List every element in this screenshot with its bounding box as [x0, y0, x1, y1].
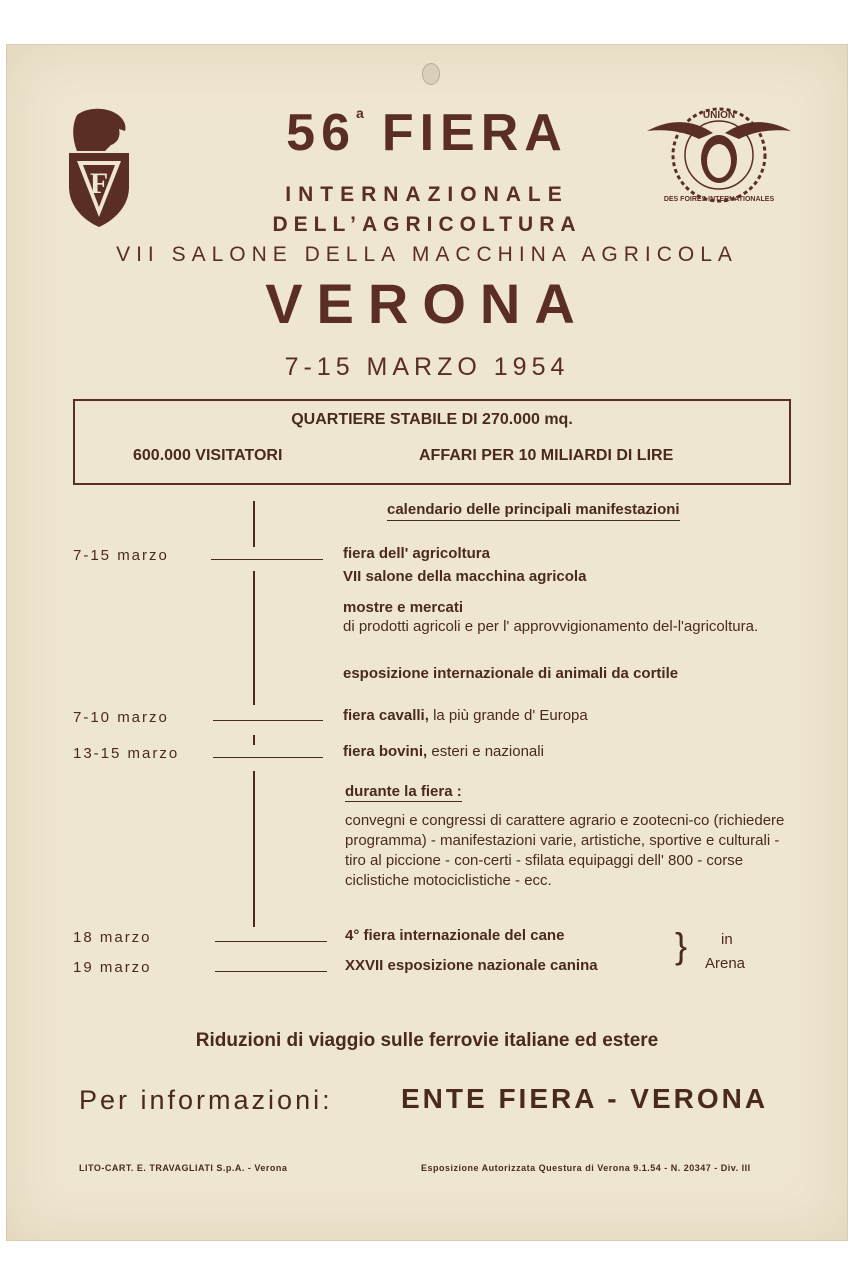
arena-in: in	[721, 931, 733, 948]
travel-discounts: Riduzioni di viaggio sulle ferrovie italiane ed estere	[195, 1030, 659, 1051]
timeline-segment	[253, 735, 255, 745]
event-canina: XXVII esposizione nazionale canina	[345, 957, 598, 974]
event-mostre-desc: di prodotti agricoli e per l' approvvigionamento del-l'agricoltura.	[343, 618, 759, 635]
logo-ring-text: DES FOIRES INTERNATIONALES	[663, 196, 775, 203]
edition-number: 56	[286, 104, 357, 162]
city-title: VERONA	[265, 272, 589, 335]
brace-icon: }	[675, 925, 688, 966]
timeline-segment	[253, 501, 255, 547]
ente-name: ENTE FIERA - VERONA	[401, 1083, 769, 1114]
event-bovini-desc: esteri e nazionali	[431, 743, 544, 760]
event-dates: 7-15 MARZO 1954	[284, 353, 570, 381]
date-connector	[215, 971, 327, 972]
date-connector	[211, 559, 323, 560]
date-label: 18 marzo	[73, 929, 152, 946]
authorization-note: Esposizione Autorizzata Questura di Verona 9.1.54 - N. 20347 - Div. III	[421, 1163, 751, 1173]
event-cavalli	[343, 707, 588, 724]
date-connector	[213, 757, 323, 758]
event-mostre: mostre e mercati	[343, 599, 464, 616]
event-bovini-title: fiera bovini,	[343, 743, 428, 760]
edition-title	[7, 103, 847, 163]
printer-credit: LITO-CART. E. TRAVAGLIATI S.p.A. - Verona	[79, 1163, 288, 1173]
durante-desc: convegni e congressi di carattere agrario e zootecni-co (richiedere programma) - manifestazioni varie, artistiche, sportive e culturali - tiro al piccione - con-certi - sfilata equipaggi dell' 800 - corse ciclistiche motociclistiche - ecc.	[345, 812, 785, 889]
agricoltura-heading: DELL’AGRICOLTURA	[272, 213, 582, 236]
event-fiera-agricoltura: fiera dell' agricoltura	[343, 545, 490, 562]
edition-ordinal: a	[356, 105, 364, 121]
stats-visitors: 600.000 VISITATORI	[133, 447, 283, 464]
timeline-segment	[253, 771, 255, 927]
hanging-hole	[422, 63, 440, 85]
event-bovini	[343, 743, 544, 760]
arena-label: Arena	[705, 955, 746, 972]
date-label: 13-15 marzo	[73, 745, 180, 762]
date-connector	[215, 941, 327, 942]
info-label: Per informazioni:	[79, 1085, 333, 1115]
stats-box	[73, 399, 791, 485]
date-connector	[213, 720, 323, 721]
logo-letter: F	[89, 167, 109, 200]
internazionale-heading: INTERNAZIONALE	[285, 183, 569, 206]
event-cavalli-desc: la più grande d' Europa	[433, 707, 588, 724]
fiera-title: FIERA	[381, 104, 568, 162]
event-animali: esposizione internazionale di animali da cortile	[343, 665, 679, 682]
timeline-segment	[253, 571, 255, 705]
stats-business: AFFARI PER 10 MILIARDI DI LIRE	[419, 447, 674, 464]
durante-heading: durante la fiera :	[345, 783, 462, 800]
event-salone: VII salone della macchina agricola	[343, 568, 587, 585]
stats-area: QUARTIERE STABILE DI 270.000 mq.	[291, 411, 573, 428]
event-cane: 4° fiera internazionale del cane	[345, 927, 565, 944]
date-label: 19 marzo	[73, 959, 152, 976]
salone-heading: VII SALONE DELLA MACCHINA AGRICOLA	[116, 243, 738, 266]
event-cavalli-title: fiera cavalli,	[343, 707, 429, 724]
poster-card	[6, 44, 848, 1241]
calendar-heading: calendario delle principali manifestazioni	[387, 501, 680, 521]
date-label: 7-10 marzo	[73, 709, 169, 726]
date-label: 7-15 marzo	[73, 547, 169, 564]
logo-union-text: UNION	[702, 110, 736, 121]
